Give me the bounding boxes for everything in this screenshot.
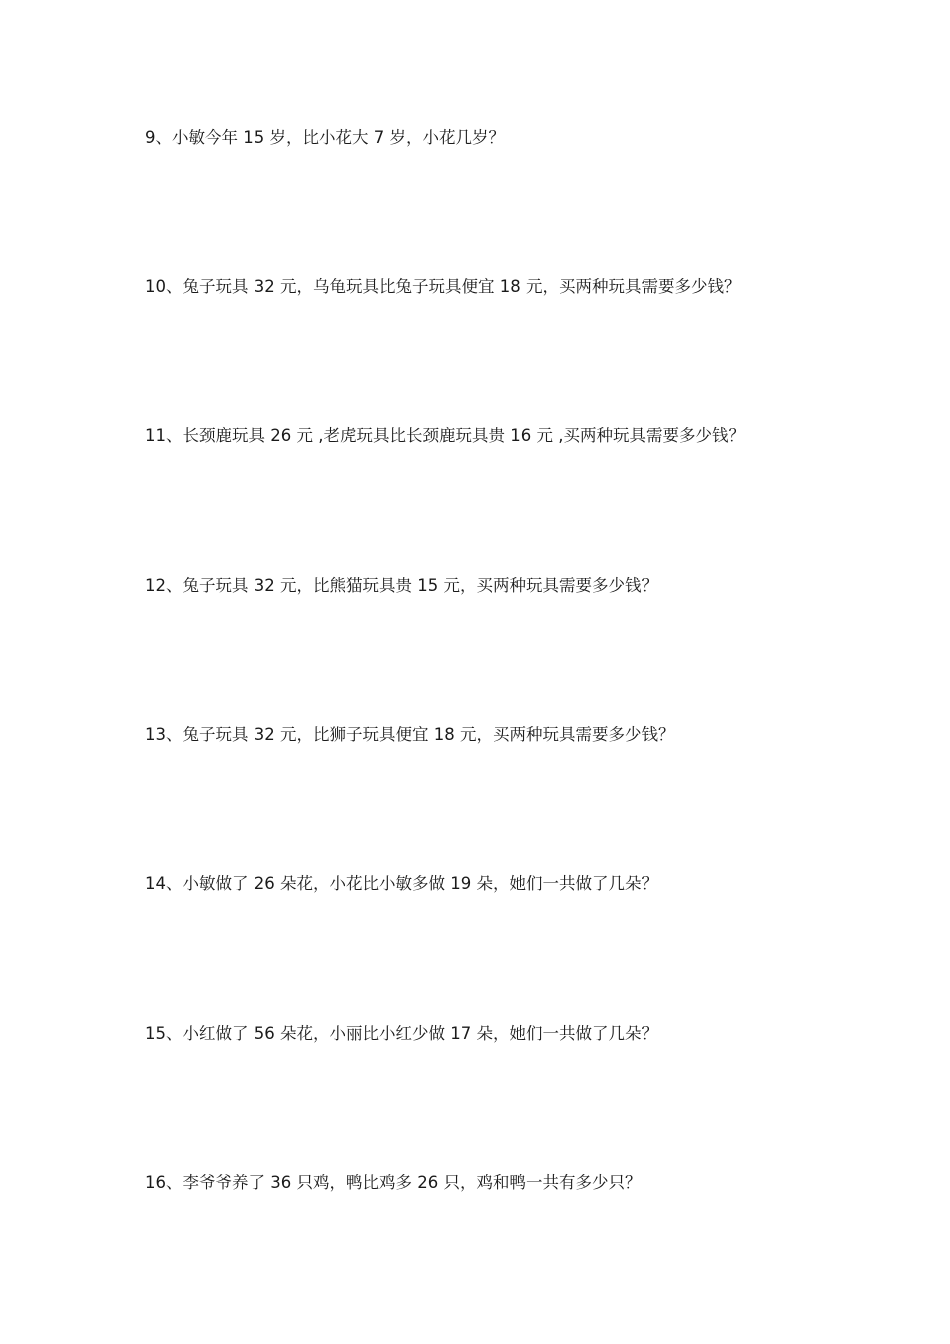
question-12: 12、兔子玩具 32 元，比熊猫玩具贵 15 元，买两种玩具需要多少钱？ xyxy=(145,576,658,595)
question-14: 14、小敏做了 26 朵花，小花比小敏多做 19 朵，她们一共做了几朵？ xyxy=(145,874,658,893)
question-9: 9、小敏今年 15 岁，比小花大 7 岁，小花几岁？ xyxy=(145,128,505,147)
question-13: 13、兔子玩具 32 元，比狮子玩具便宜 18 元，买两种玩具需要多少钱？ xyxy=(145,725,675,744)
question-16: 16、李爷爷养了 36 只鸡，鸭比鸡多 26 只，鸡和鸭一共有多少只？ xyxy=(145,1173,642,1192)
question-11: 11、长颈鹿玩具 26 元 ,老虎玩具比长颈鹿玩具贵 16 元 ,买两种玩具需要多少钱？ xyxy=(145,426,745,445)
question-10: 10、兔子玩具 32 元，乌龟玩具比兔子玩具便宜 18 元，买两种玩具需要多少钱？ xyxy=(145,277,741,296)
question-15: 15、小红做了 56 朵花，小丽比小红少做 17 朵，她们一共做了几朵？ xyxy=(145,1024,658,1043)
